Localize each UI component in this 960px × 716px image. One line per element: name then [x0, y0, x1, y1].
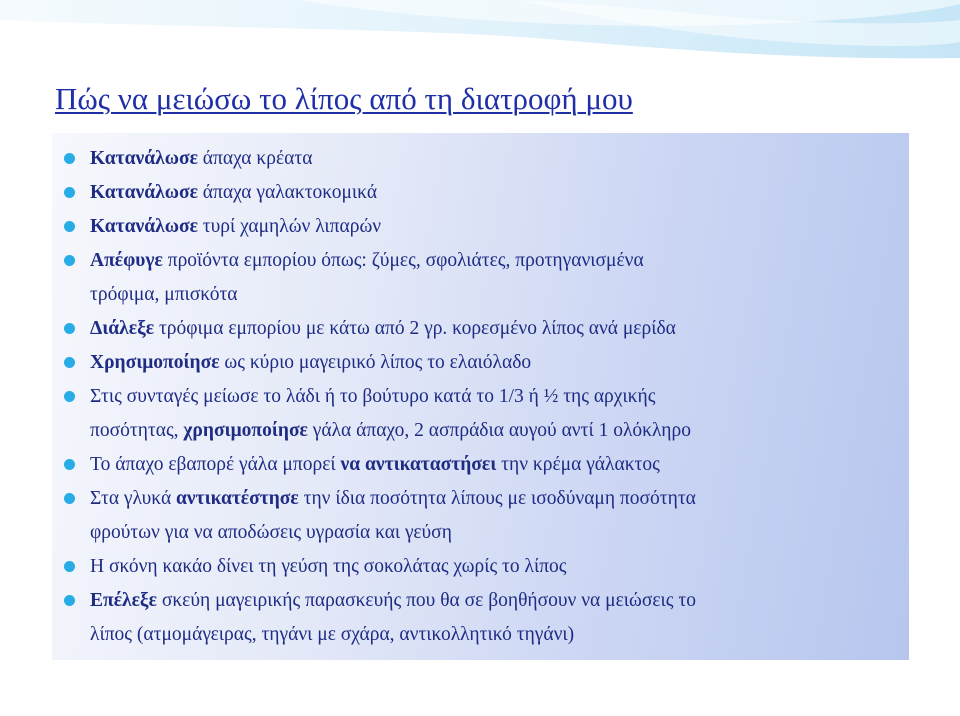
- bullet-icon: [64, 255, 75, 266]
- bullet-text: άπαχα γαλακτοκομικά: [197, 182, 378, 203]
- bullet-bold-text: Κατανάλωσε: [90, 182, 198, 203]
- bullet-text-continued: γάλα άπαχο, 2 ασπράδια αυγού αντί 1 ολόκληρο: [307, 420, 691, 441]
- bullet-bold-text: να αντικαταστήσει: [340, 454, 497, 475]
- bullet-icon: [64, 561, 75, 572]
- bullet-icon: [64, 595, 75, 606]
- bullet-bold-text: Κατανάλωσε: [90, 148, 198, 169]
- list-item: [90, 584, 892, 652]
- list-item: [90, 176, 892, 210]
- bullet-text: τυρί χαμηλών λιπαρών: [197, 216, 382, 237]
- bullet-text: σκεύη μαγειρικής παρασκευής που θα σε βοηθήσουν να μειώσεις το: [156, 590, 696, 611]
- bullet-text: Στα γλυκά: [90, 488, 177, 509]
- bullet-text: Στις συνταγές μείωσε το λάδι ή το βούτυρο κατά το 1/3 ή ½ της αρχικής: [90, 386, 656, 407]
- slide-title: Πώς να μειώσω το λίπος από τη διατροφή μου: [55, 81, 633, 116]
- bullet-text-continued: τρόφιμα, μπισκότα: [90, 284, 238, 305]
- bullet-text: Το άπαχο εβαπορέ γάλα μπορεί: [90, 454, 341, 475]
- bullet-bold-text: χρησιμοποίησε: [183, 420, 308, 441]
- bullet-bold-text: Χρησιμοποίησε: [90, 352, 220, 373]
- bullet-icon: [64, 187, 75, 198]
- bullet-text: τρόφιμα εμπορίου με κάτω από 2 γρ. κορεσμένο λίπος ανά μερίδα: [154, 318, 676, 339]
- bullet-list: [90, 142, 892, 652]
- bullet-bold-text: Κατανάλωσε: [90, 216, 198, 237]
- list-item: [90, 380, 892, 448]
- bullet-icon: [64, 221, 75, 232]
- bullet-bold-text: αντικατέστησε: [176, 488, 299, 509]
- bullet-text: άπαχα κρέατα: [197, 148, 313, 169]
- list-item: [90, 482, 892, 550]
- list-item: [90, 448, 892, 482]
- list-item: [90, 346, 892, 380]
- bullet-bold-text: Απέφυγε: [90, 250, 163, 271]
- bullet-bold-text: Διάλεξε: [90, 318, 155, 339]
- bullet-icon: [64, 153, 75, 164]
- bullet-icon: [64, 357, 75, 368]
- content-panel: [52, 133, 909, 660]
- bullet-icon: [64, 459, 75, 470]
- bullet-text: την ίδια ποσότητα λίπους με ισοδύναμη ποσότητα: [298, 488, 696, 509]
- bullet-text: ως κύριο μαγειρικό λίπος το ελαιόλαδο: [219, 352, 532, 373]
- bullet-icon: [64, 493, 75, 504]
- bullet-text-continued: φρούτων για να αποδώσεις υγρασία και γεύση: [90, 522, 452, 543]
- bullet-icon: [64, 391, 75, 402]
- list-item: [90, 142, 892, 176]
- bullet-bold-text: Επέλεξε: [90, 590, 157, 611]
- list-item: [90, 550, 892, 584]
- bullet-icon: [64, 323, 75, 334]
- bullet-text: Η σκόνη κακάο δίνει τη γεύση της σοκολάτας χωρίς το λίπος: [90, 556, 567, 577]
- bullet-text-continued: λίπος (ατμομάγειρας, τηγάνι με σχάρα, αντικολλητικό τηγάνι): [90, 624, 575, 645]
- bullet-text: την κρέμα γάλακτος: [496, 454, 660, 475]
- bullet-text-continued: ποσότητας,: [90, 420, 184, 441]
- list-item: [90, 210, 892, 244]
- list-item: [90, 244, 892, 312]
- bullet-text: προϊόντα εμπορίου όπως: ζύμες, σφολιάτες, προτηγανισμένα: [162, 250, 644, 271]
- list-item: [90, 312, 892, 346]
